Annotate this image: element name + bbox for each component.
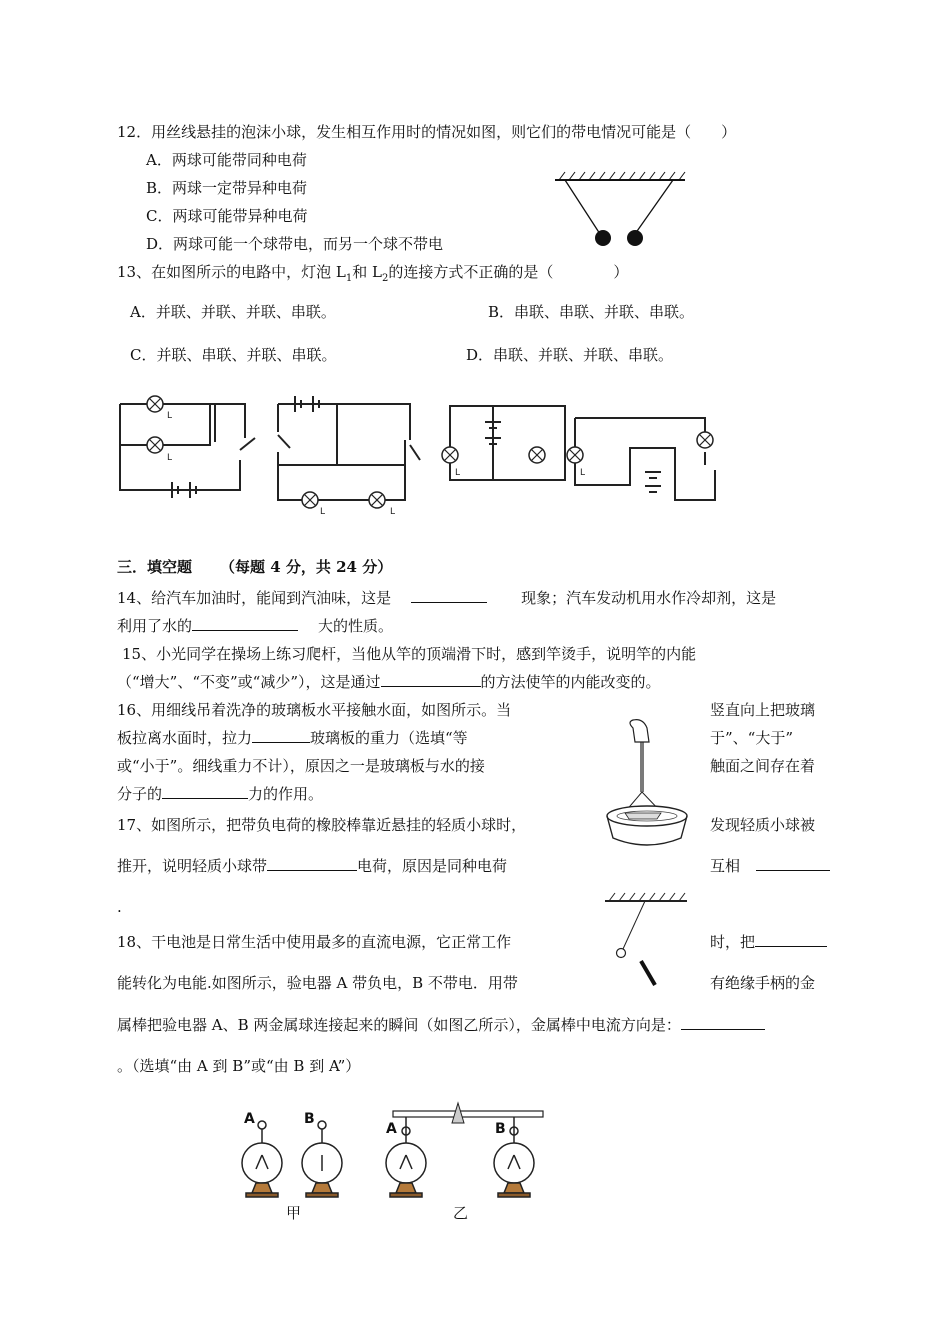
lamp-label: L [320, 507, 326, 517]
q15-line2: （“增大”、“不变”或“减少”），这是通过 的方法使竿的内能改变的。 [117, 673, 661, 691]
hanging-balls-figure [555, 172, 695, 252]
q18-line3: 属棒把验电器 A、B 两金属球连接起来的瞬间（如图乙所示），金属棒中电流方向是： [117, 1015, 765, 1035]
answer-blank[interactable] [755, 932, 827, 947]
q17-line1-right: 发现轻质小球被 [710, 816, 816, 834]
q15-line1: 15、小光同学在操场上练习爬杆，当他从竿的顶端滑下时，感到竿烫手，说明竿的内能 [122, 645, 697, 663]
q14-line2: 利用了水的 大的性质。 [117, 617, 394, 635]
hand-icon [630, 720, 649, 742]
electroscope [242, 1121, 282, 1197]
q17-line2-right: 互相 [710, 856, 830, 876]
section-title: 三．填空题 （每题 4 分，共 24 分） [117, 558, 393, 576]
q13-option-d: D．串联、并联、并联、串联。 [466, 346, 674, 364]
rubber-rod [641, 961, 655, 985]
metal-bar [393, 1111, 543, 1117]
lamp-label: L [455, 468, 461, 478]
lamp-label: L [167, 453, 173, 463]
q12-option-d: D．两球可能一个球带电，而另一个球不带电 [146, 235, 444, 253]
q13-stem: 13、在如图所示的电路中，灯泡 $L_1$和 $L_2$的连接方式不正确的是（ ） [117, 263, 629, 284]
q14-line1: 14、给汽车加油时，能闻到汽油味，这是 现象；汽车发动机用水作冷却剂，这是 [117, 589, 777, 607]
q17-line2: 推开，说明轻质小球带 电荷，原因是同种电荷 [117, 857, 508, 875]
answer-blank[interactable] [192, 616, 298, 631]
q16-line2: 板拉离水面时，拉力 玻璃板的重力（选填“等 [117, 729, 468, 747]
q18-line1: 18、干电池是日常生活中使用最多的直流电源，它正常工作 [117, 933, 512, 951]
q12-stem: 12．用丝线悬挂的泡沫小球，发生相互作用时的情况如图，则它们的带电情况可能是（ ） [117, 123, 737, 141]
electroscope-figure [238, 1103, 548, 1223]
electroscope-label-b2: B [495, 1121, 506, 1137]
q17-line3: . [117, 898, 122, 916]
answer-blank[interactable] [162, 784, 248, 799]
q13-option-b: B．串联、串联、并联、串联。 [488, 303, 695, 321]
light-ball [617, 949, 626, 958]
electroscope-label-a2: A [386, 1121, 397, 1137]
q18-line2: 能转化为电能.如图所示，验电器 A 带负电，B 不带电．用带 [117, 974, 518, 992]
electroscope-label-b1: B [304, 1111, 315, 1127]
q16-line3-right: 触面之间存在着 [710, 757, 816, 775]
answer-blank[interactable] [681, 1015, 765, 1030]
q16-line4: 分子的 力的作用。 [117, 785, 324, 803]
q12-option-b: B．两球一定带异种电荷 [146, 179, 308, 197]
ball-left [595, 230, 611, 246]
electroscope [302, 1121, 342, 1197]
q13-option-c: C．并联、串联、并联、串联。 [130, 346, 337, 364]
answer-blank[interactable] [756, 856, 830, 871]
q13-option-a: A．并联、并联、并联、串联。 [130, 303, 336, 321]
figure-caption-left: 甲 [286, 1204, 302, 1222]
answer-blank[interactable] [252, 728, 310, 743]
lamp-label: L [580, 468, 586, 478]
q17-line1: 17、如图所示，把带负电荷的橡胶棒靠近悬挂的轻质小球时， [117, 816, 527, 834]
answer-blank[interactable] [411, 588, 487, 603]
hanging-ball-rod-figure [605, 893, 695, 988]
glass-plate-figure [603, 720, 698, 850]
q16-line1: 16、用细线吊着洗净的玻璃板水平接触水面，如图所示。当 [117, 701, 512, 719]
q16-line3: 或“小于”。细线重力不计），原因之一是玻璃板与水的接 [117, 757, 485, 775]
electroscope-label-a1: A [244, 1111, 255, 1127]
circuits-figure [115, 390, 735, 515]
answer-blank[interactable] [267, 856, 357, 871]
figure-caption-right: 乙 [453, 1204, 469, 1222]
lamp-label: L [390, 507, 396, 517]
q18-line4: 。（选填“由 A 到 B”或“由 B 到 A”） [117, 1057, 361, 1075]
q18-line1-right: 时，把 [710, 932, 827, 952]
q18-line2-right: 有绝缘手柄的金 [710, 974, 816, 992]
lamp-label: L [167, 411, 173, 421]
q16-line1-right: 竖直向上把玻璃 [710, 701, 816, 719]
ball-right [627, 230, 643, 246]
q16-line2-right: 于”、“大于” [710, 729, 794, 747]
answer-blank[interactable] [381, 672, 481, 687]
q12-option-a: A．两球可能带同种电荷 [146, 151, 307, 169]
q12-option-c: C．两球可能带异种电荷 [146, 207, 308, 225]
